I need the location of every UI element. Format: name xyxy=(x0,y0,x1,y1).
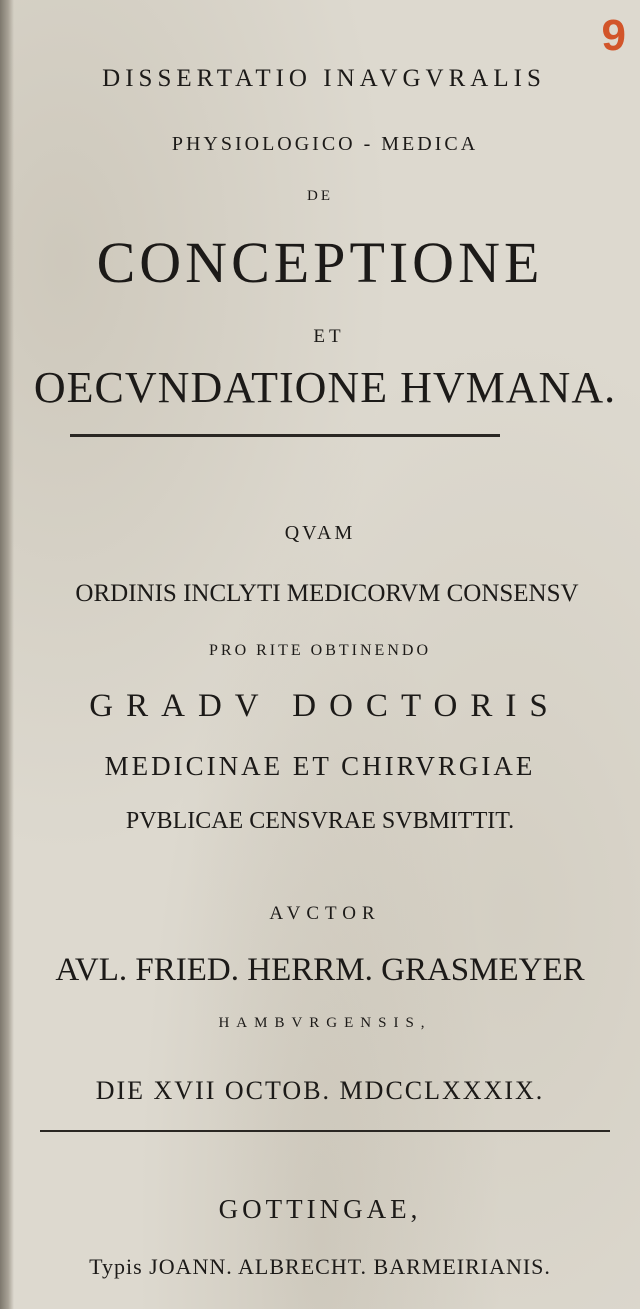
gradv-doctoris: GRADV DOCTORIS xyxy=(89,688,561,724)
medicinae-line: MEDICINAE ET CHIRVRGIAE xyxy=(104,751,536,781)
printer-imprint: Typis JOANN. ALBRECHT. BARMEIRIANIS. xyxy=(89,1254,551,1279)
ordinis-line: ORDINIS INCLYTI MEDICORVM CONSENSV xyxy=(75,580,579,607)
dissertation-heading: DISSERTATIO INAVGVRALIS xyxy=(102,65,546,92)
main-title-conceptione: CONCEPTIONE xyxy=(96,230,544,295)
subject-heading: PHYSIOLOGICO - MEDICA xyxy=(171,133,479,155)
author-name: AVL. FRIED. HERRM. GRASMEYER xyxy=(55,952,585,988)
conjunction-et: ET xyxy=(313,326,345,347)
imprint-rule xyxy=(40,1130,610,1132)
main-title-foecundatione: OECVNDATIONE HVMANA. xyxy=(33,363,617,412)
preposition-de: DE xyxy=(307,188,333,204)
qvam-heading: QVAM xyxy=(284,522,356,544)
title-rule xyxy=(70,434,500,437)
date-line: DIE XVII OCTOB. MDCCLXXXIX. xyxy=(95,1076,545,1105)
pro-rite-line: PRO RITE OBTINENDO xyxy=(209,642,431,659)
avctor-heading: AVCTOR xyxy=(269,903,381,924)
place-gottingae: GOTTINGAE, xyxy=(218,1194,422,1224)
folio-number: 9 xyxy=(601,11,626,60)
pvblicae-line: PVBLICAE CENSVRAE SVBMITTIT. xyxy=(125,808,515,834)
author-origin: HAMBVRGENSIS, xyxy=(218,1015,432,1031)
